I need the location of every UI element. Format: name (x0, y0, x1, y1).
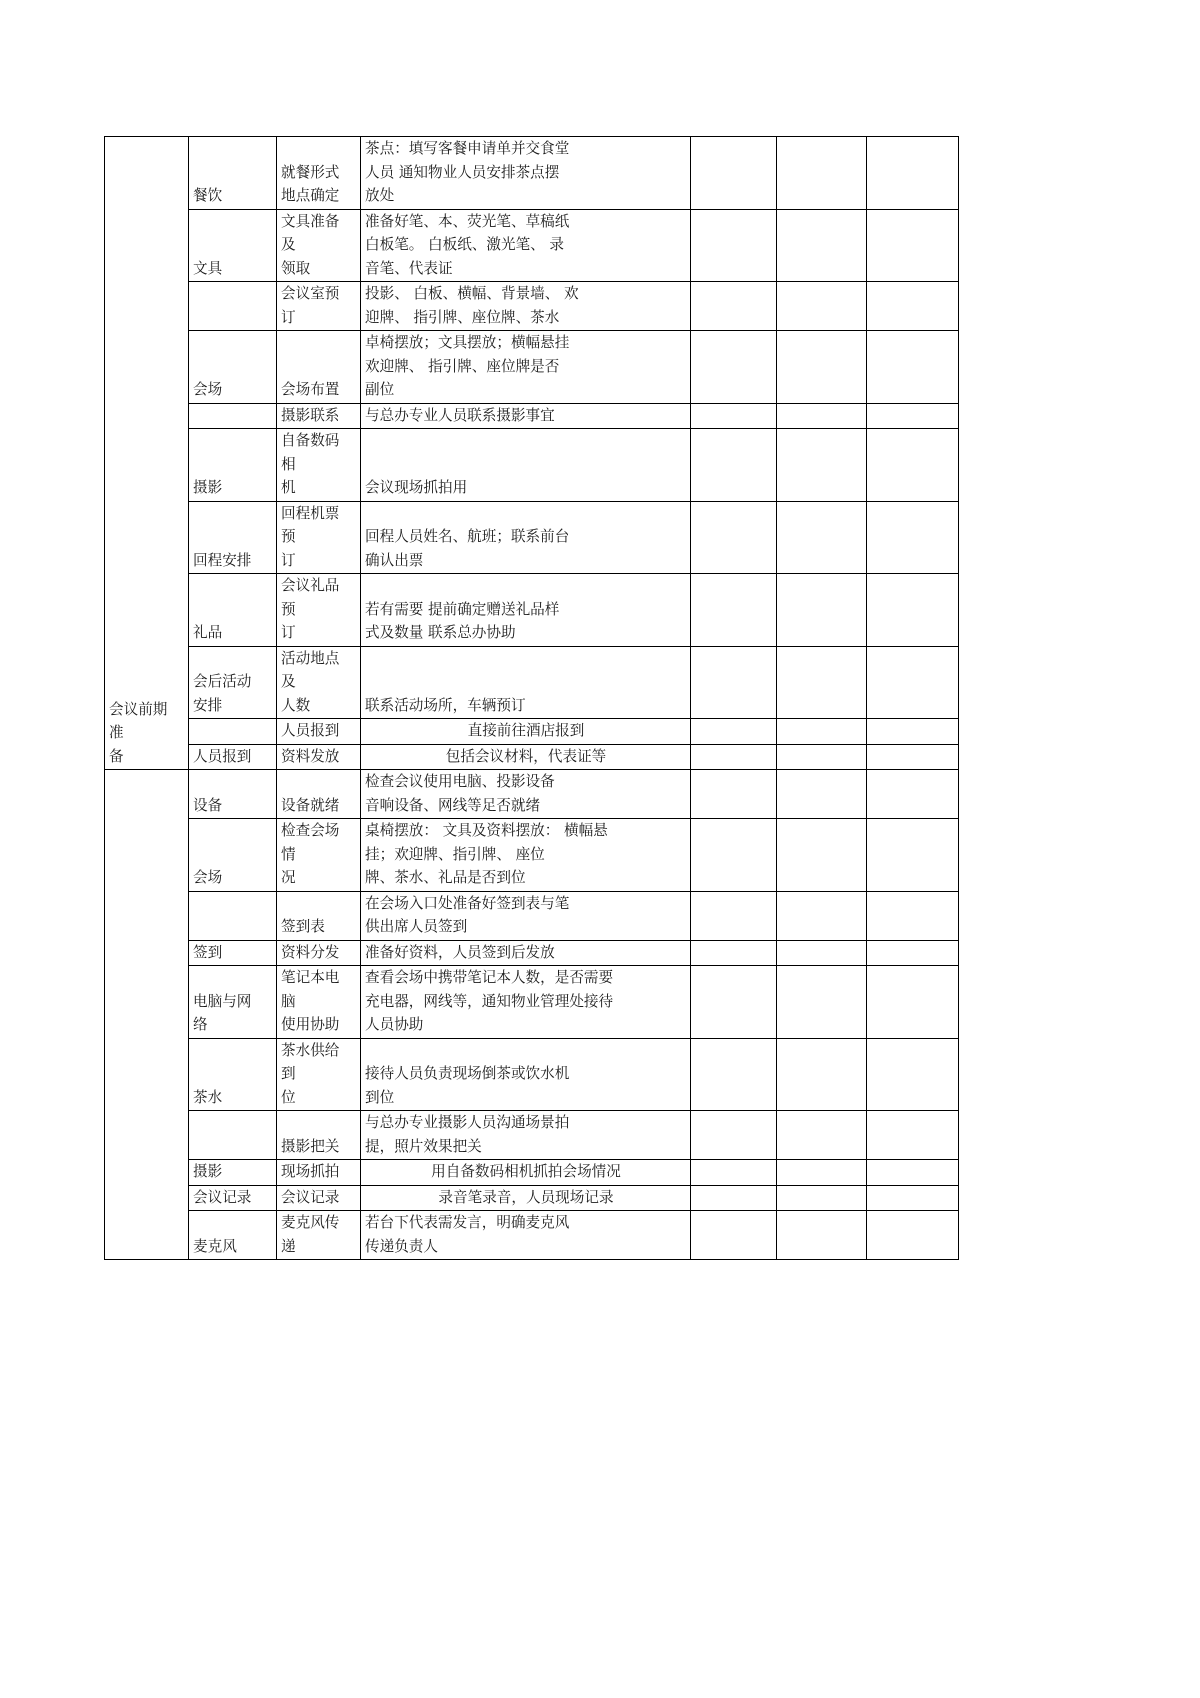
check-cell-1[interactable] (691, 891, 777, 940)
detail-cell (361, 966, 691, 1039)
detail-cell: 联系活动场所，车辆预订 (361, 646, 691, 719)
detail-cell: 准备好笔、本、荧光笔、草稿纸 白板笔。 白板纸、激光笔、 录 音笔、代表证 (361, 209, 691, 282)
check-cell-2[interactable] (777, 331, 867, 404)
check-cell-3[interactable] (867, 646, 959, 719)
category-cell (189, 1111, 277, 1160)
detail-cell: 用自备数码相机抓拍会场情况 (361, 1160, 691, 1186)
check-cell-1[interactable] (691, 1211, 777, 1260)
check-cell-3[interactable] (867, 719, 959, 745)
check-cell-2[interactable] (777, 1038, 867, 1111)
category-cell: 文具 (189, 209, 277, 282)
task-cell: 茶水供给 到 位 (277, 1038, 361, 1111)
check-cell-2[interactable] (777, 940, 867, 966)
category-cell: 摄影 (189, 1160, 277, 1186)
category-cell: 电脑与网 络 (189, 966, 277, 1039)
detail-cell (361, 819, 691, 892)
task-cell: 设备就绪 (277, 770, 361, 819)
task-cell: 会议礼品 预 订 (277, 574, 361, 647)
check-cell-3[interactable] (867, 1038, 959, 1111)
table-row (105, 137, 959, 210)
check-cell-2[interactable] (777, 770, 867, 819)
table-row (105, 403, 959, 429)
detail-cell: 与总办专业人员联系摄影事宜 (361, 403, 691, 429)
detail-cell: 卓椅摆放；文具摆放；横幅悬挂 欢迎牌、 指引牌、座位牌是否 副位 (361, 331, 691, 404)
table-row (105, 331, 959, 404)
task-cell: 资料分发 (277, 940, 361, 966)
category-cell: 摄影 (189, 429, 277, 502)
category-cell: 会议记录 (189, 1185, 277, 1211)
detail-cell: 会议现场抓拍用 (361, 429, 691, 502)
check-cell-3[interactable] (867, 770, 959, 819)
check-cell-3[interactable] (867, 819, 959, 892)
check-cell-2[interactable] (777, 501, 867, 574)
check-cell-3[interactable] (867, 891, 959, 940)
check-cell-1[interactable] (691, 770, 777, 819)
task-cell: 会场布置 (277, 331, 361, 404)
check-cell-2[interactable] (777, 1160, 867, 1186)
table-row (105, 1185, 959, 1211)
category-cell: 会场 (189, 819, 277, 892)
category-cell: 餐饮 (189, 137, 277, 210)
detail-cell: 与总办专业摄影人员沟通场景拍 提，照片效果把关 (361, 1111, 691, 1160)
task-cell: 会议记录 (277, 1185, 361, 1211)
category-cell: 设备 (189, 770, 277, 819)
check-cell-1[interactable] (691, 1038, 777, 1111)
check-cell-3[interactable] (867, 940, 959, 966)
detail-cell: 若台下代表需发言，明确麦克风 传递负责人 (361, 1211, 691, 1260)
check-cell-3[interactable] (867, 403, 959, 429)
check-cell-3[interactable] (867, 1111, 959, 1160)
task-cell: 现场抓拍 (277, 1160, 361, 1186)
table-row (105, 1038, 959, 1111)
detail-cell: 检查会议使用电脑、投影设备 音响设备、网线等足否就绪 (361, 770, 691, 819)
check-cell-1[interactable] (691, 501, 777, 574)
table-row (105, 744, 959, 770)
table-row (105, 770, 959, 819)
check-cell-3[interactable] (867, 574, 959, 647)
category-cell (189, 719, 277, 745)
check-cell-1[interactable] (691, 137, 777, 210)
task-cell: 资料发放 (277, 744, 361, 770)
check-cell-1[interactable] (691, 646, 777, 719)
task-cell: 自备数码 相 机 (277, 429, 361, 502)
check-cell-1[interactable] (691, 209, 777, 282)
table-row (105, 1211, 959, 1260)
task-cell: 文具准备 及 领取 (277, 209, 361, 282)
category-cell: 麦克风 (189, 1211, 277, 1260)
detail-cell: 回程人员姓名、航班；联系前台 确认出票 (361, 501, 691, 574)
task-cell: 摄影把关 (277, 1111, 361, 1160)
check-cell-2[interactable] (777, 282, 867, 331)
check-cell-3[interactable] (867, 744, 959, 770)
check-cell-2[interactable] (777, 1185, 867, 1211)
check-cell-3[interactable] (867, 282, 959, 331)
task-cell: 签到表 (277, 891, 361, 940)
category-cell (189, 403, 277, 429)
category-cell: 签到 (189, 940, 277, 966)
detail-cell: 包括会议材料，代表证等 (361, 744, 691, 770)
category-cell: 会场 (189, 331, 277, 404)
detail-cell-text: 桌椅摆放： 文具及资料摆放： 横幅悬 挂；欢迎牌、指引牌、 座位 牌、茶水、礼品是否到位 (365, 822, 608, 886)
category-cell (189, 282, 277, 331)
check-cell-2[interactable] (777, 574, 867, 647)
check-cell-1[interactable] (691, 1160, 777, 1186)
check-cell-1[interactable] (691, 940, 777, 966)
detail-cell: 准备好资料，人员签到后发放 (361, 940, 691, 966)
table-row (105, 282, 959, 331)
detail-cell: 若有需要 提前确定赠送礼品样 式及数量 联系总办协助 (361, 574, 691, 647)
check-cell-2[interactable] (777, 966, 867, 1039)
category-cell: 茶水 (189, 1038, 277, 1111)
task-cell: 会议室预 订 (277, 282, 361, 331)
check-cell-1[interactable] (691, 574, 777, 647)
check-cell-1[interactable] (691, 1111, 777, 1160)
check-cell-3[interactable] (867, 331, 959, 404)
table-row (105, 429, 959, 502)
detail-cell: 在会场入口处准备好签到表与笔 供出席人员签到 (361, 891, 691, 940)
check-cell-1[interactable] (691, 719, 777, 745)
table-row (105, 646, 959, 719)
check-cell-2[interactable] (777, 137, 867, 210)
task-cell: 笔记本电 脑 使用协助 (277, 966, 361, 1039)
task-cell: 活动地点 及 人数 (277, 646, 361, 719)
checklist-table (104, 136, 959, 1260)
category-cell: 人员报到 (189, 744, 277, 770)
table-row (105, 574, 959, 647)
check-cell-1[interactable] (691, 403, 777, 429)
task-cell: 摄影联系 (277, 403, 361, 429)
check-cell-1[interactable] (691, 744, 777, 770)
check-cell-3[interactable] (867, 1160, 959, 1186)
table-row (105, 1111, 959, 1160)
check-cell-2[interactable] (777, 819, 867, 892)
check-cell-3[interactable] (867, 966, 959, 1039)
table-row (105, 1160, 959, 1186)
check-cell-3[interactable] (867, 137, 959, 210)
check-cell-2[interactable] (777, 429, 867, 502)
check-cell-2[interactable] (777, 209, 867, 282)
table-body (105, 137, 959, 1260)
table-row (105, 966, 959, 1039)
check-cell-1[interactable] (691, 819, 777, 892)
check-cell-2[interactable] (777, 646, 867, 719)
check-cell-2[interactable] (777, 891, 867, 940)
task-cell: 就餐形式 地点确定 (277, 137, 361, 210)
category-cell (189, 891, 277, 940)
check-cell-2[interactable] (777, 1211, 867, 1260)
task-cell: 人员报到 (277, 719, 361, 745)
check-cell-1[interactable] (691, 966, 777, 1039)
task-cell: 回程机票 预 订 (277, 501, 361, 574)
detail-cell: 茶点：填写客餐申请单并交食堂 人员 通知物业人员安排茶点摆 放处 (361, 137, 691, 210)
check-cell-3[interactable] (867, 209, 959, 282)
table-row (105, 501, 959, 574)
check-cell-1[interactable] (691, 429, 777, 502)
detail-cell: 接待人员负责现场倒茶或饮水机 到位 (361, 1038, 691, 1111)
phase-label-upper: 会议前期 准 备 (105, 137, 189, 770)
category-cell: 会后活动 安排 (189, 646, 277, 719)
detail-cell: 直接前往酒店报到 (361, 719, 691, 745)
category-cell: 礼品 (189, 574, 277, 647)
category-cell: 回程安排 (189, 501, 277, 574)
check-cell-2[interactable] (777, 403, 867, 429)
table-row (105, 819, 959, 892)
check-cell-3[interactable] (867, 501, 959, 574)
check-cell-2[interactable] (777, 719, 867, 745)
check-cell-3[interactable] (867, 429, 959, 502)
check-cell-2[interactable] (777, 744, 867, 770)
check-cell-3[interactable] (867, 1185, 959, 1211)
task-cell: 检查会场 情 况 (277, 819, 361, 892)
detail-cell: 投影、 白板、横幅、背景墙、 欢 迎牌、 指引牌、座位牌、茶水 (361, 282, 691, 331)
detail-cell: 录音笔录音，人员现场记录 (361, 1185, 691, 1211)
check-cell-1[interactable] (691, 331, 777, 404)
table-row (105, 209, 959, 282)
table-row (105, 891, 959, 940)
table-row (105, 940, 959, 966)
check-cell-3[interactable] (867, 1211, 959, 1260)
check-cell-1[interactable] (691, 282, 777, 331)
task-cell: 麦克风传 递 (277, 1211, 361, 1260)
table-row (105, 719, 959, 745)
check-cell-2[interactable] (777, 1111, 867, 1160)
detail-cell-text: 查看会场中携带笔记本人数，是否需要 充电器，网线等，通知物业管理处接待 人员协助 (365, 969, 614, 1033)
check-cell-1[interactable] (691, 1185, 777, 1211)
phase-label-lower (105, 770, 189, 1260)
